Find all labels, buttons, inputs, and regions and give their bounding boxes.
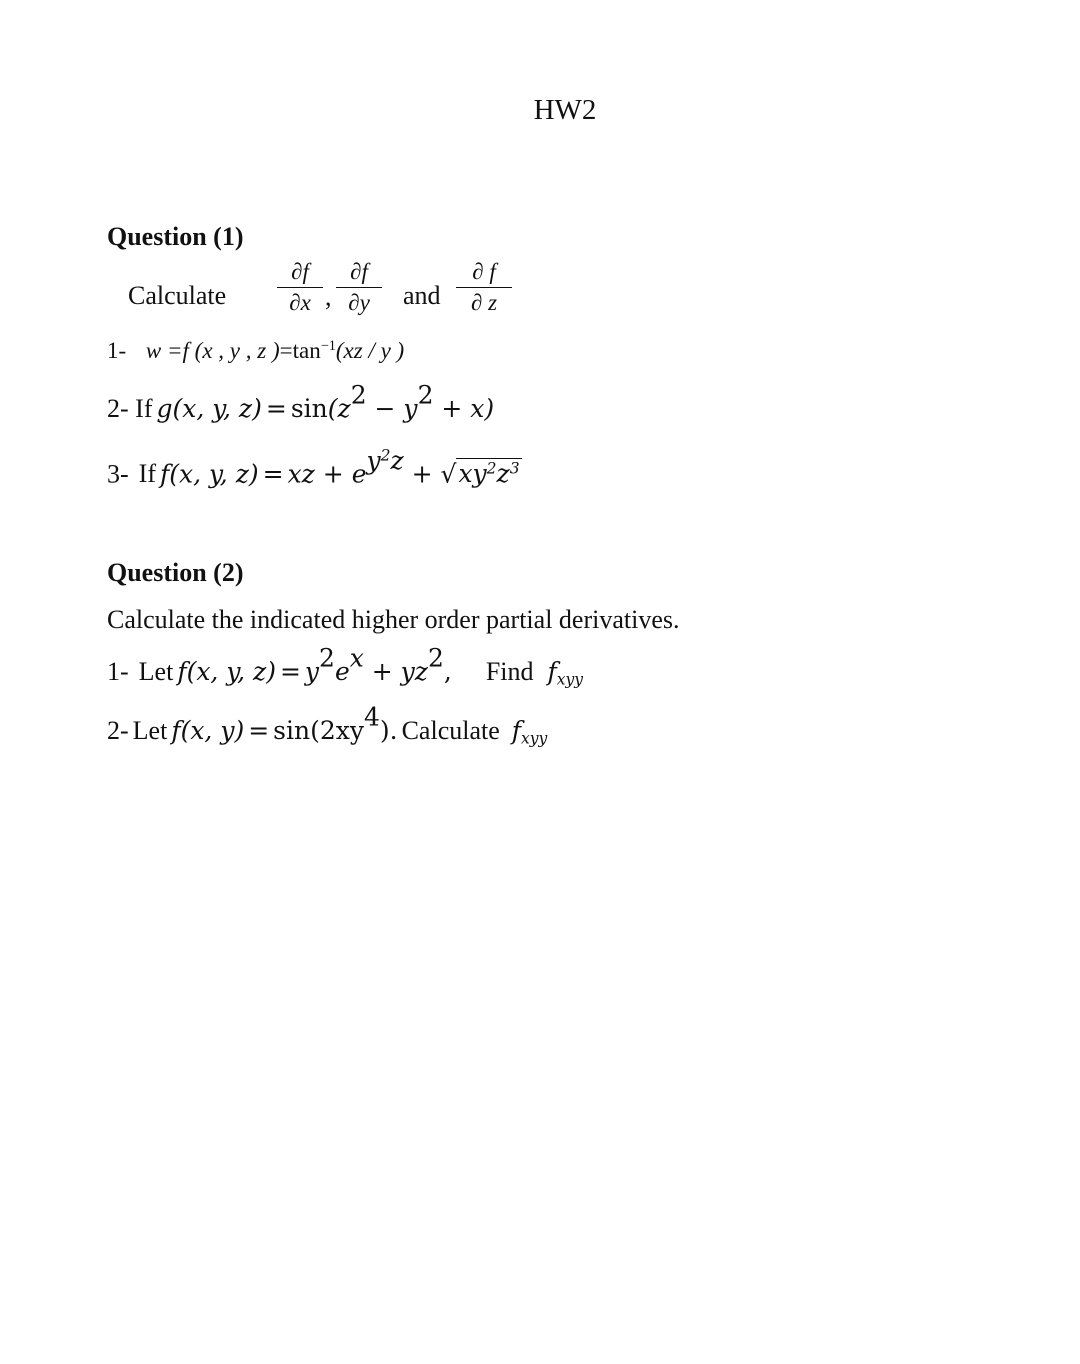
fraction-denominator: ∂ z	[470, 290, 498, 315]
item-lhs: f(x, y, z)	[177, 657, 276, 686]
item-prefix: 2- If	[107, 394, 153, 423]
partial-f-z-fraction	[456, 258, 512, 317]
expr-part: xz + e	[287, 459, 367, 489]
page-title: HW2	[533, 94, 597, 126]
fraction-numerator: ∂f	[291, 259, 309, 284]
item-lhs: g(x, y, z)	[156, 394, 262, 423]
superscript: 2	[427, 643, 444, 673]
target-derivative	[511, 716, 548, 748]
item-lhs: f(x, y)	[171, 716, 245, 745]
question-2-heading: Question (2)	[107, 558, 244, 587]
superscript: 3	[509, 459, 520, 478]
target-subscript: xyy	[521, 729, 548, 748]
let-label: Let	[132, 716, 168, 745]
fraction-numerator: ∂f	[350, 259, 368, 284]
function-name: sin	[290, 394, 328, 423]
expr-close: ).	[379, 716, 398, 745]
q1-item-3	[107, 445, 522, 489]
equals-sign: =	[279, 657, 301, 686]
expr-term: e	[334, 657, 350, 686]
superscript: 2	[350, 380, 367, 410]
partial-f-y-fraction	[336, 258, 382, 317]
equals-sign: =	[262, 459, 284, 489]
expr-mid: − y	[366, 394, 418, 423]
radicand	[456, 458, 521, 488]
target-symbol: f	[511, 716, 522, 745]
exponent-tail: z	[390, 445, 404, 475]
find-label: Find	[485, 657, 534, 686]
superscript: 4	[363, 702, 380, 732]
superscript: 2	[319, 643, 335, 673]
plus-sign: +	[403, 459, 441, 489]
superscript: 2	[417, 380, 434, 410]
expr-term: + yz	[363, 657, 428, 686]
exponent-power: 2	[380, 446, 391, 464]
item-lhs: f(x, y, z)	[160, 459, 259, 489]
expr-comma: ,	[443, 657, 452, 686]
superscript: x	[349, 643, 364, 673]
q2-item-1	[107, 643, 584, 689]
superscript: 2	[486, 459, 497, 478]
q1-calculate-label: Calculate	[128, 281, 227, 310]
function-expr: sin(2xy	[273, 716, 364, 745]
superscript: −1	[320, 338, 336, 355]
equals-sign: =	[265, 394, 287, 423]
fraction-numerator: ∂ f	[472, 259, 496, 284]
exponent	[366, 446, 403, 475]
fraction-bar	[456, 287, 512, 288]
let-label: Let	[138, 657, 174, 686]
expr-close: + x)	[433, 394, 495, 423]
partial-f-x-fraction	[277, 258, 323, 317]
radicand-part: z	[496, 459, 510, 489]
calculate-label: Calculate	[401, 716, 500, 745]
fraction-comma: ,	[325, 282, 332, 311]
expr-open: (z	[327, 394, 351, 423]
fraction-bar	[336, 287, 382, 288]
target-subscript: xyy	[556, 670, 584, 689]
radical-sign: √	[440, 459, 457, 489]
expr-term: y	[304, 657, 320, 686]
q1-item-2	[107, 380, 495, 424]
item-lhs: w =f (x , y , z )	[145, 338, 280, 363]
function-argument: (xz / y )	[335, 338, 405, 363]
equals-sign: =	[248, 716, 270, 745]
target-symbol: f	[547, 657, 557, 686]
radicand-part: xy	[458, 459, 487, 489]
q1-item-1	[107, 338, 404, 364]
fraction-bar	[277, 287, 323, 288]
if-label: If	[138, 459, 156, 489]
fraction-denominator: ∂x	[289, 290, 311, 315]
and-label: and	[403, 281, 441, 310]
exponent-base: y	[366, 445, 381, 475]
target-derivative	[547, 657, 584, 689]
equals-sign: =	[279, 338, 293, 363]
question-1-heading: Question (1)	[107, 222, 244, 251]
q2-item-2	[107, 702, 548, 748]
q2-instruction: Calculate the indicated higher order partial derivatives.	[107, 605, 680, 634]
item-number: 2-	[107, 716, 129, 745]
fraction-denominator: ∂y	[348, 290, 370, 315]
item-number: 3-	[107, 459, 129, 489]
item-number: 1-	[107, 657, 129, 686]
function-name: tan	[292, 338, 321, 363]
item-number: 1-	[107, 338, 127, 363]
